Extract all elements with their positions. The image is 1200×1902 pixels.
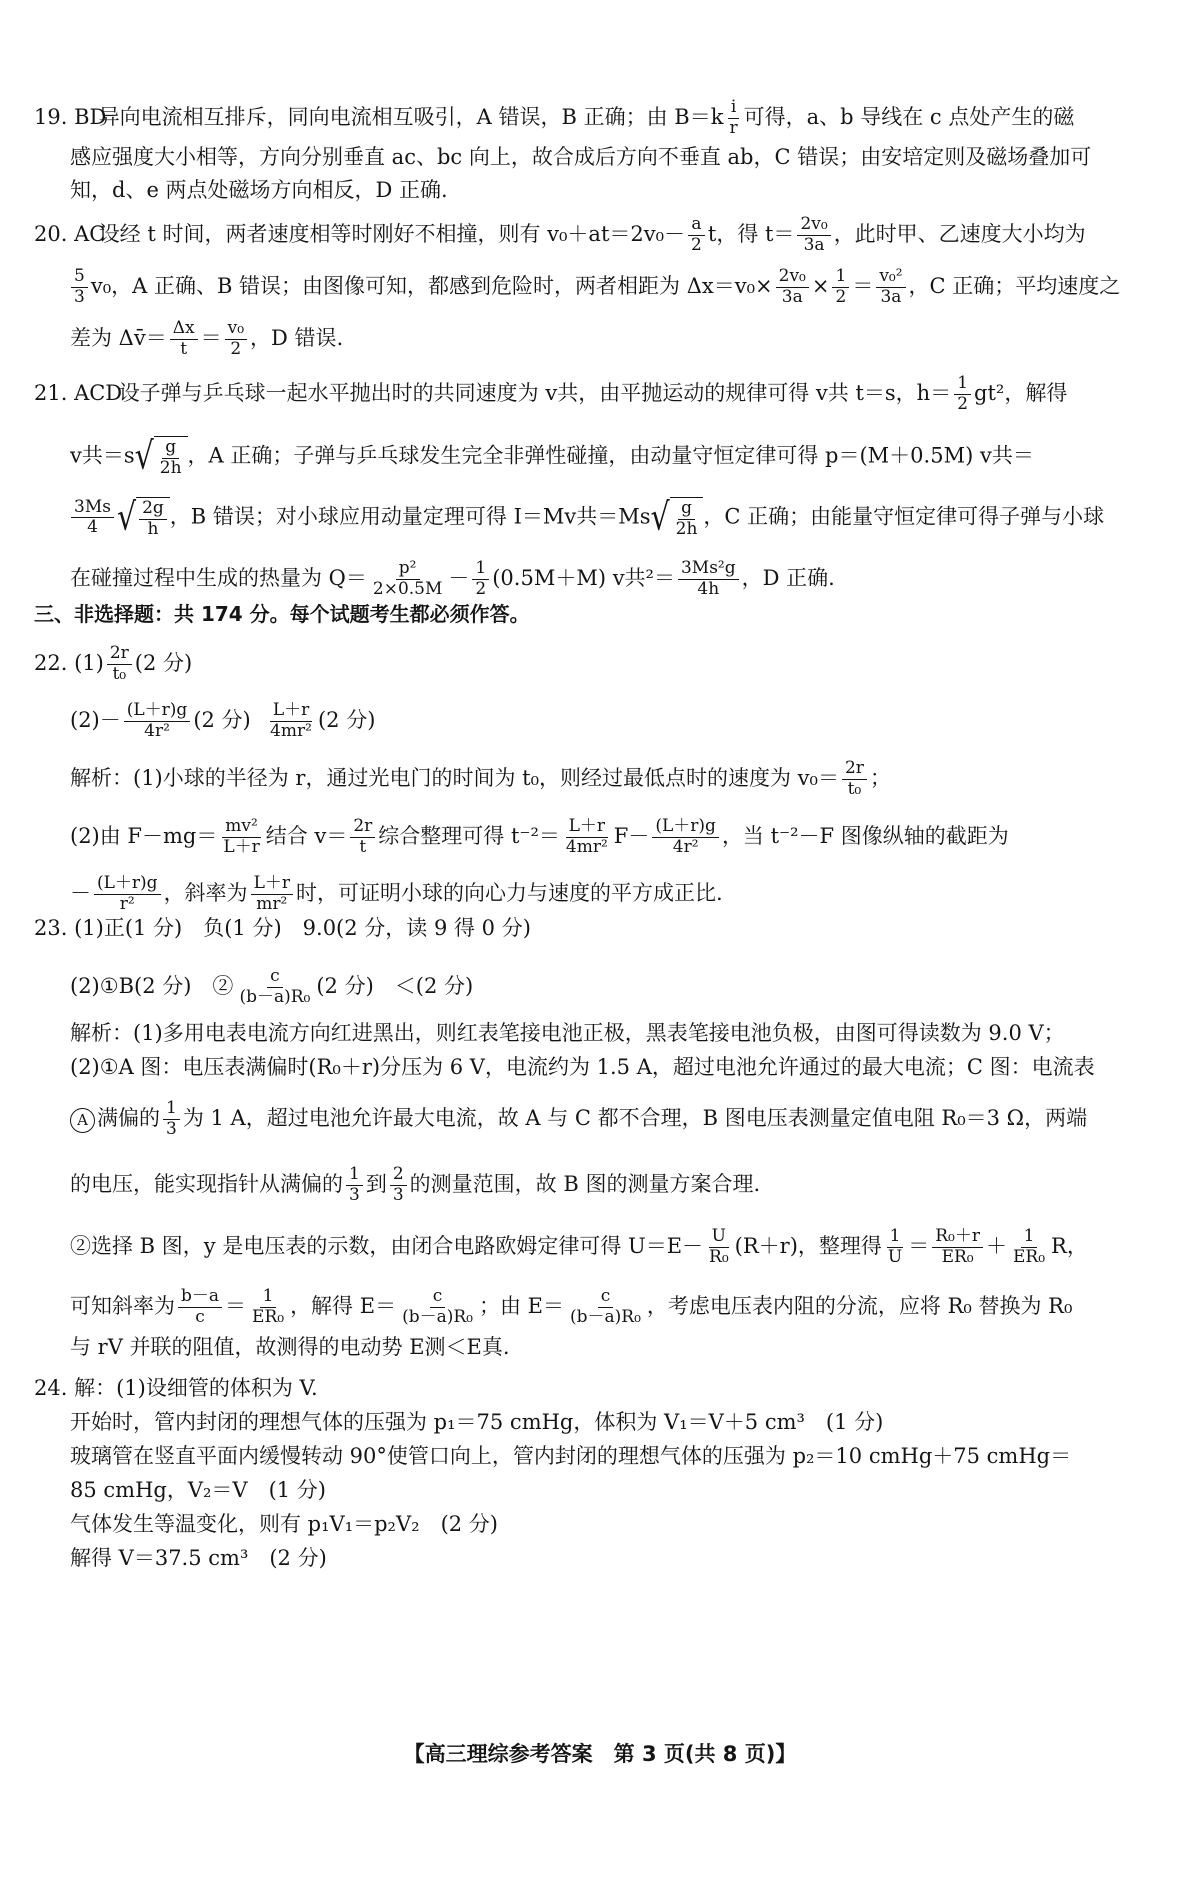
q22-explain1: 解析：(1)小球的半径为 r，通过光电门的时间为 t₀，则经过最低点时的速度为 v₀＝ $\frac{2r}{\text{t₀}}$ ； bbox=[70, 758, 891, 799]
q23-explain7: 与 rV 并联的阻值，故测得的电动势 E测＜E真. bbox=[70, 1335, 510, 1359]
q24-line4: 85 cmHg，V₂＝V (1 分) bbox=[70, 1478, 326, 1502]
q21-line4: 在碰撞过程中生成的热量为 Q＝ $\frac{\text{p²}}{2\times 0.5M}$ － $\frac{1}{2}$ (0.5M＋M) v共²＝ $\frac{\text{3Ms²g}}{4h}$ ，D 正确. bbox=[70, 558, 835, 599]
q19-line3: 知，d、e 两点处磁场方向相反，D 正确. bbox=[70, 178, 448, 202]
q22-explain3: － $\frac{(L+r)g}{\text{r²}}$ ，斜率为 $\frac{L+r}{\text{mr²}}$ 时，可证明小球的向心力与速度的平方成正比. bbox=[70, 873, 723, 914]
q19-line1: 19. BD 异向电流相互排斥，同向电流相互吸引，A 错误，B 正确；由 B＝k $\frac{i}{r}$ 可得，a、b 导线在 c 点处产生的磁 bbox=[34, 97, 1075, 138]
page-footer: 【高三理综参考答案 第 3 页(共 8 页)】 bbox=[403, 1742, 797, 1766]
q20-number: 20. AC bbox=[34, 221, 106, 246]
q20-line2: $\frac{5}{3}$ v₀，A 正确、B 错误；由图像可知，都感到危险时，两者相距为 Δx＝v₀× $\frac{\text{2v₀}}{3a}$ × $\frac{1}{2}$ ＝ $\frac{\text{v₀²}}{3a}$ ，C 正确；平均速度之 bbox=[68, 268, 1200, 307]
q21-line1: 21. ACD 设子弹与乒乓球一起水平抛出时的共同速度为 v共，由平抛运动的规律可得 v共 t＝s，h＝ $\frac{1}{2}$ gt²，解得 bbox=[34, 373, 1068, 414]
q21-line3: $\frac{3Ms}{4}$ √ $\frac{2g}{h}$ ，B 错误；对小球应用动量定理可得 I＝Mv共＝Ms √ $\frac{g}{2h}$ ，C 正确；由能量守恒定律可得子弹与小球 bbox=[68, 497, 1200, 539]
q23-explain2: (2)①A 图：电压表满偏时(R₀＋r)分压为 6 V，电流约为 1.5 A，超过电池允许通过的最大电流；C 图：电流表 bbox=[70, 1055, 1095, 1079]
q22-part2: (2)－ $\frac{(L+r)g}{\text{4r²}}$ (2 分) $\frac{L+r}{\text{4mr²}}$ (2 分) bbox=[70, 700, 376, 741]
q23-explain5: ②选择 B 图，y 是电压表的示数，由闭合电路欧姆定律可得 U＝E－ $\frac{U}{\text{R₀}}$ (R＋r)，整理得 $\frac{1}{U}$ ＝ $\frac{\text{R₀＋r}}{\text{ER₀}}$ ＋ $\frac{1}{\text{ER₀}}$ R， bbox=[70, 1226, 1088, 1267]
q24-line2: 开始时，管内封闭的理想气体的压强为 p₁＝75 cmHg，体积为 V₁＝V＋5 cm³ (1 分) bbox=[70, 1410, 884, 1434]
q20-line3: 差为 Δv̄＝ $\frac{\Delta x}{t}$ ＝ $\frac{\text{v₀}}{2}$ ，D 错误. bbox=[70, 318, 344, 359]
q24-line6: 解得 V＝37.5 cm³ (2 分) bbox=[70, 1546, 327, 1570]
q19-line2: 感应强度大小相等，方向分别垂直 ac、bc 向上，故合成后方向不垂直 ab，C 错误；由安培定则及磁场叠加可 bbox=[70, 145, 1092, 169]
q23-part1: 23. (1)正(1 分) 负(1 分) 9.0(2 分，读 9 得 0 分) bbox=[34, 916, 531, 940]
q23-explain4: 的电压，能实现指针从满偏的 $\frac{1}{3}$ 到 $\frac{2}{3}$ 的测量范围，故 B 图的测量方案合理. bbox=[70, 1164, 761, 1205]
q24-line1: 24. 解：(1)设细管的体积为 V. bbox=[34, 1376, 318, 1400]
q23-explain1: 解析：(1)多用电表电流方向红进黑出，则红表笔接电池正极，黑表笔接电池负极，由图可得读数为 9.0 V； bbox=[70, 1021, 1065, 1045]
q20-line1: 20. AC 设经 t 时间，两者速度相等时刚好不相撞，则有 v₀＋at＝2v₀－ $\frac{a}{2}$ t，得 t＝ $\frac{\text{2v₀}}{3a}$ ，此时甲、乙速度大小均为 bbox=[34, 214, 1086, 255]
q22-explain2: (2)由 F－mg＝ $\frac{\text{mv²}}{L+r}$ 结合 v＝ $\frac{2r}{t}$ 综合整理可得 t⁻²＝ $\frac{L+r}{\text{4mr²}}$ F－ $\frac{(L+r)g}{\text{4r²}}$ ，当 t⁻²－F 图像纵轴的截距为 bbox=[70, 816, 1009, 857]
section3-heading: 三、非选择题：共 174 分。每个试题考生都必须作答。 bbox=[34, 602, 530, 626]
q21-number: 21. ACD bbox=[34, 380, 123, 405]
q24-line5: 气体发生等温变化，则有 p₁V₁＝p₂V₂ (2 分) bbox=[70, 1512, 498, 1536]
q23-explain6: 可知斜率为 $\frac{b-a}{c}$ ＝ $\frac{1}{\text{ER₀}}$ ，解得 E＝ $\frac{c}{\text{(b－a)R₀}}$ ；由 E＝ $\frac{c}{\text{(b－a)R₀}}$ ，考虑电压表内阻的分流，应将 R₀ 替换为 R₀ bbox=[70, 1286, 1073, 1327]
q23-part2: (2)①B(2 分) ② $\frac{c}{\text{(b－a)R₀}}$ (2 分) ＜(2 分) bbox=[70, 966, 474, 1007]
q21-line2: v共＝s √ $\frac{g}{2h}$ ，A 正确；子弹与乒乓球发生完全非弹性碰撞，由动量守恒定律可得 p＝(M＋0.5M) v共＝ bbox=[70, 434, 1034, 479]
q22-part1: 22. (1) $\frac{2r}{\text{t₀}}$ (2 分) bbox=[34, 643, 193, 684]
q19-number: 19. BD bbox=[34, 104, 107, 129]
q24-line3: 玻璃管在竖直平面内缓慢转动 90°使管口向上，管内封闭的理想气体的压强为 p₂＝10 cmHg＋75 cmHg＝ bbox=[70, 1444, 1072, 1468]
ammeter-symbol: A bbox=[70, 1108, 95, 1133]
q23-explain3: A 满偏的 $\frac{1}{3}$ 为 1 A，超过电池允许最大电流，故 A 与 C 都不合理，B 图电压表测量定值电阻 R₀＝3 Ω，两端 bbox=[70, 1100, 1200, 1139]
